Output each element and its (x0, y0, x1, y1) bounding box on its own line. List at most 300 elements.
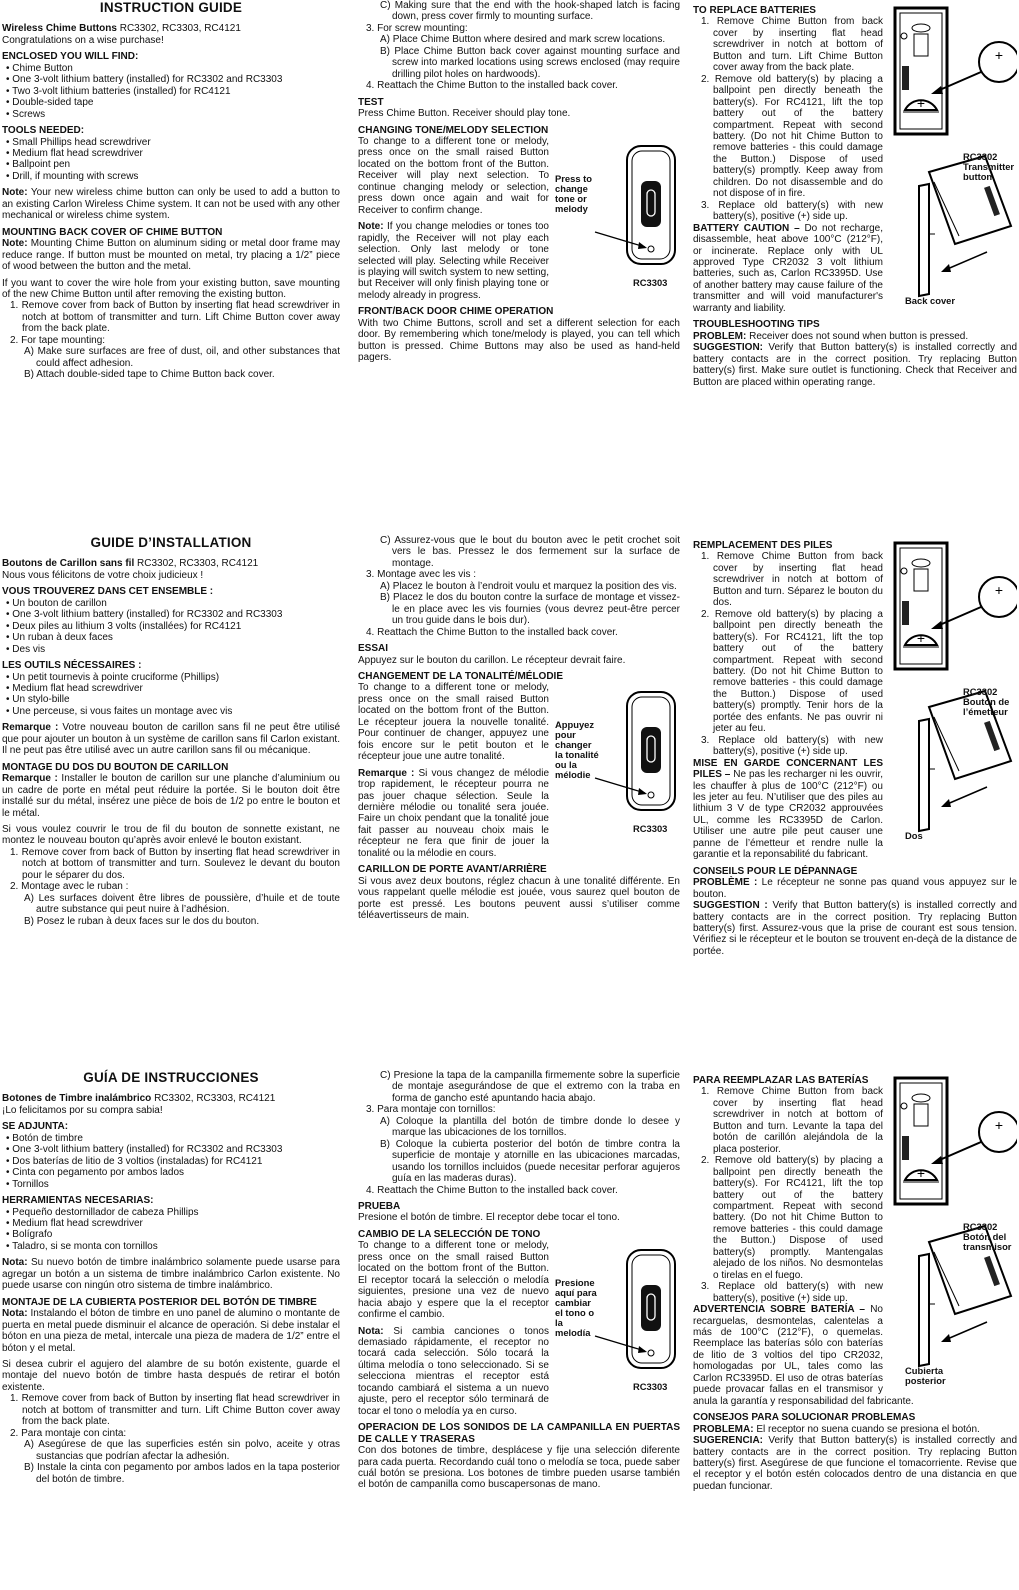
text: PARA REEMPLAZAR LAS BATERÍAS (693, 1075, 869, 1086)
text: CONSEJOS PARA SOLUCIONAR PROBLEMAS (693, 1412, 916, 1424)
text: GUIDE D’INSTALLATION (90, 535, 252, 550)
text: Medium flat head screwdriver (12, 1217, 143, 1229)
step-marker: 2. (701, 73, 710, 85)
text: REMPLACEMENT DES PILES (693, 540, 833, 551)
step-marker: 1. (10, 300, 19, 312)
bold-lead: Boutons de Carillon sans fil (2, 558, 135, 570)
column-1 (2, 1070, 340, 1485)
section-heading (2, 1195, 340, 1206)
svg-text:+: + (994, 582, 1004, 599)
numbered-step (2, 1428, 340, 1439)
text: Verify that Button battery(s) is installed correctly and battery contacts are in the correct position. Try replacing Button battery(s) first. Make sure outlet is functioning. Check that Receiver and Button are placed within operating range. (693, 342, 1017, 388)
sub-step (2, 916, 340, 927)
bullet-item (2, 609, 340, 620)
step-marker: 2. (10, 1427, 19, 1439)
bold-lead: SUGGESTION: (693, 342, 764, 354)
text: VOUS TROUVEREZ DANS CET ENSEMBLE : (2, 586, 214, 598)
step-marker: 2. (701, 608, 710, 620)
text: CARILLON DE PORTE AVANT/ARRIÈRE (358, 864, 547, 876)
text: Remove Chime Button from back cover by inserting flat head screwdriver in notch at bottom of Button and turn. Lift Chime Button cover away from the back plate. (713, 16, 883, 74)
step-marker: 4. (366, 80, 375, 92)
section-heading (358, 671, 680, 682)
sub-step (2, 1439, 340, 1462)
paragraph (2, 238, 340, 272)
text: Receiver does not sound when button is pressed. (746, 330, 969, 342)
bold-lead: Nota: (2, 1257, 28, 1269)
back-cover-label: Back cover (905, 295, 956, 307)
text: Botón de timbre (12, 1132, 83, 1144)
step-marker: A) (24, 892, 34, 904)
bold-lead: Remarque : (2, 722, 59, 734)
text: Dos baterías de litio de 3 voltios (instaladas) for RC4121 (12, 1155, 263, 1167)
svg-text:+: + (994, 47, 1004, 64)
column-1 (2, 535, 340, 927)
paragraph (2, 722, 340, 756)
text: CAMBIO DE LA SELECCIÓN DE TONO (358, 1228, 541, 1240)
numbered-step (358, 23, 680, 34)
bold-lead: SUGERENCIA: (693, 1435, 764, 1447)
transmitter-button-label: RC3302 Bouton de l’émetteur (963, 686, 1010, 718)
step-marker: C) (380, 535, 391, 546)
text: Asegúrese de que las superficies estén sin polvo, aceite y otras sustancias que podrían afectar la adhesión. (36, 1439, 341, 1462)
bullet-item (2, 683, 340, 694)
section-heading (358, 306, 680, 317)
bullet-icon: • (6, 147, 13, 159)
text: ESSAI (358, 643, 389, 655)
text: Une perceuse, si vous faites un montage avec vis (12, 705, 233, 717)
bullet-item (2, 1144, 340, 1155)
bold-lead: PROBLÈME : (693, 877, 758, 889)
text: Si vous avez deux boutons, réglez chacun à une tonalité différente. En vous rappelant quelle mélodie est jouée, vous saurez quel bouton de porte est pressé. Les boutons peuvent aussi s’utiliser comme téléavertisseurs de main. (358, 875, 680, 922)
section-heading (2, 227, 340, 238)
text: If you want to cover the wire hole from your existing button, save mounting of the new Chime Button until after removing the existing button. (2, 277, 340, 300)
text: Remove cover from back of Button by inserting flat head screwdriver in notch at bottom of transmitter and turn. Soulevez le devant du bouton pour le séparer du dos. (21, 846, 340, 881)
section-heading (2, 1121, 340, 1132)
text: Medium flat head screwdriver (12, 682, 143, 694)
text: Remove cover from back of Button by inserting flat head screwdriver in notch at bottom of transmitter and turn. Lift Chime Button cover away from the back plate. (21, 1393, 340, 1428)
paragraph (358, 655, 680, 666)
bullet-item (2, 97, 340, 108)
bold-lead: Botones de Timbre inalámbrico (2, 1093, 152, 1105)
step-marker: 1. (10, 1393, 19, 1405)
sub-step (358, 592, 680, 626)
sub-step (2, 369, 340, 380)
text: TROUBLESHOOTING TIPS (693, 319, 820, 331)
text: Para montaje con cinta: (21, 1427, 127, 1439)
sub-step (358, 581, 680, 592)
step-marker: 3. (701, 1281, 710, 1293)
bullet-item (2, 1229, 340, 1240)
sub-step (358, 34, 680, 45)
bold-lead: Nota: (2, 1308, 28, 1320)
step-marker: C) (380, 0, 391, 11)
text: Reattach the Chime Button to the installed back cover. (377, 1184, 618, 1196)
text: For screw mounting: (377, 22, 468, 34)
step-marker: 4. (366, 1184, 375, 1196)
numbered-step (2, 881, 340, 892)
text: Mounting Chime Button on aluminum siding or metal door frame may reduce range. If button must be mounted on metal, try placing a 1/2” piece of wood between the button and the metal. (2, 238, 340, 273)
paragraph (2, 1093, 340, 1104)
column-1 (2, 0, 340, 381)
text: MONTAJE DE LA CUBIERTA POSTERIOR DEL BOTÓN DE TIMBRE (2, 1296, 317, 1308)
text: Appuyez sur le bouton du carillon. Le récepteur devrait faire. (358, 654, 626, 666)
text: HERRAMIENTAS NECESARIAS: (2, 1195, 154, 1207)
text: Two 3-volt lithium batteries (installed) for RC4121 (12, 85, 231, 97)
text: Con dos botones de timbre, desplácese y fije una selección diferente para cada puerta. Recordando cuál tono o melodía se toca, puede saber cuál botón se presiona. Los botones de timbre pueden usarse también el botón de campanilla como buscapersonas de mano. (358, 1445, 680, 1491)
text: Small Phillips head screwdriver (12, 136, 151, 148)
bold-lead: PROBLEM: (693, 330, 747, 342)
text: Un stylo-bille (12, 694, 70, 706)
sub-step (358, 46, 680, 80)
paragraph (2, 1105, 340, 1116)
section-heading (358, 1201, 680, 1212)
bullet-icon: • (6, 97, 13, 109)
text: OPERACION DE LOS SONIDOS DE LA CAMPANILLA EN PUERTAS DE CALLE Y TRASERAS (358, 1422, 680, 1445)
numbered-step (2, 847, 340, 881)
paragraph (2, 824, 340, 847)
paragraph (358, 876, 680, 922)
text: TO REPLACE BATTERIES (693, 5, 816, 16)
column-3 (693, 0, 1017, 388)
step-marker: 1. (10, 846, 19, 858)
step-marker: A) (24, 1439, 34, 1451)
text: Remove cover from back of Button by inserting flat head screwdriver in notch at bottom of transmitter and turn. Lift Chime Button cover away from the back plate. (21, 300, 340, 335)
text: Double-sided tape (12, 97, 94, 109)
text: Assurez-vous que le bout du bouton avec le petit crochet soit vers le bas. Pressez le dos fermement sur la surface de montage. (392, 535, 680, 569)
battery-replacement-diagram (889, 1074, 1017, 1392)
section-heading (358, 97, 680, 108)
text: CHANGEMENT DE LA TONALITÉ/MÉLODIE (358, 670, 563, 682)
section-spanish (0, 1070, 1019, 1590)
paragraph (358, 1212, 680, 1223)
text: Cinta con pegamento por ambos lados (12, 1167, 185, 1179)
press-label: Press to change tone or melody (555, 172, 592, 214)
text: One 3-volt lithium battery (installed) for RC3302 and RC3303 (12, 609, 283, 621)
numbered-step (358, 1104, 680, 1115)
text: GUÍA DE INSTRUCCIONES (83, 1070, 259, 1085)
bullet-icon: • (6, 1132, 13, 1144)
chime-button-diagram (555, 1240, 680, 1400)
text: Deux piles au lithium 3 volts (installées) for RC4121 (12, 620, 242, 632)
text: RC3302, RC3303, RC4121 (116, 23, 241, 35)
bullet-item (2, 598, 340, 609)
bold-lead: Remarque : (2, 773, 58, 785)
text: Press Chime Button. Receiver should play tone. (358, 108, 571, 120)
step-marker: 3. (366, 1104, 375, 1116)
bullet-item (2, 1179, 340, 1190)
paragraph (2, 187, 340, 221)
paragraph (358, 318, 680, 364)
transmitter-button-label: RC3302 Botón del transmisor (963, 1221, 1012, 1253)
text: Reattach the Chime Button to the installed back cover. (377, 80, 618, 92)
text: If you change melodies or tones too rapidly, the Receiver will not play each selection. Only last melody or tone selected will play. Selecting while Receiver is playing will switch system to new setting, but Receiver will only finish playing tone or melody already in progress. (358, 221, 549, 301)
text: Placez le bouton à l’endroit voulu et marquez la position des vis. (392, 580, 677, 592)
text: With two Chime Buttons, scroll and set a different selection for each door. By remembering which tone/melody is played, you can tell which button is pressed. Chime Buttons may also be used as hand-held pagers. (358, 317, 680, 364)
bullet-item (2, 694, 340, 705)
text: Ballpoint pen (12, 159, 71, 171)
numbered-step (2, 335, 340, 346)
text: Replace old battery(s) with new battery(s), positive (+) side up. (713, 734, 884, 758)
paragraph (358, 1445, 680, 1491)
text: MONTAGE DU DOS DU BOUTON DE CARILLON (2, 761, 229, 773)
bullet-item (2, 644, 340, 655)
bullet-icon: • (6, 694, 13, 706)
numbered-step (2, 300, 340, 334)
bullet-icon: • (6, 682, 13, 694)
paragraph (2, 23, 340, 34)
text: Si desea cubrir el agujero del alambre de su botón existente, guarde el montaje del nuevo botón de timbre hasta después de retirar el botón existente. (2, 1358, 340, 1393)
text: Presione el botón de timbre. El receptor debe tocar el tono. (358, 1212, 620, 1224)
bullet-item (2, 109, 340, 120)
section-heading (2, 125, 340, 136)
svg-text:+: + (916, 630, 926, 647)
step-marker: 3. (366, 569, 375, 581)
text: Coloque la cubierta posterior del botón de timbre contra la superficie de montaje y atornille en las ubicaciones marcadas, usando los tornillos incluidos (puede necesitar perforar agujeros guía en las maderas duras). (392, 1138, 680, 1185)
text: Replace old battery(s) with new battery(s), positive (+) side up. (713, 199, 884, 223)
text: Replace old battery(s) with new battery(s), positive (+) side up. (713, 1281, 884, 1304)
paragraph (693, 1424, 1017, 1435)
bold-lead: Remarque : (358, 767, 415, 779)
text: SE ADJUNTA: (2, 1121, 69, 1133)
section-heading (358, 864, 680, 875)
paragraph (2, 35, 340, 46)
text: PRUEBA (358, 1200, 401, 1212)
text: Remove Chime Button from back cover by inserting flat head screwdriver in notch at bottom of Button and turn. Levante la tapa del botón de carillón alejándola de la placa posterior. (713, 1086, 883, 1155)
text: Medium flat head screwdriver (12, 147, 143, 159)
transmitter-button-label: RC3302 Transmitter button (963, 151, 1015, 183)
text: CHANGING TONE/MELODY SELECTION (358, 124, 549, 136)
back-cover-label: Cubierta posterior (905, 1365, 946, 1387)
column-3 (693, 535, 1017, 957)
step-marker: 4. (366, 626, 375, 638)
bullet-item (2, 63, 340, 74)
sub-step (358, 1139, 680, 1185)
back-cover-label: Dos (905, 830, 923, 842)
text: Si vous changez de mélodie trop rapidement, le récepteur pourra ne pas jouer chaque sélection. Seule la dernière mélodie ou tonalité sera jouée. Faire un choix pendant que la tonalité joue fait passer au nouveau choix mais le récepteur ne fera que finir de jouer la tonalité ou la mélodie en cours. (358, 767, 550, 859)
text: Montage avec les vis : (377, 569, 477, 581)
bold-lead: Note: (2, 187, 28, 199)
text: Su nuevo botón de timbre inalámbrico solamente puede usarse para agregar un botón a un sistema de timbre inalámbrico Carlon existente. No puede usarse con ningún otro sistema de timbre inalámbrico. (2, 1257, 340, 1292)
text: Posez le ruban à deux faces sur le dos du bouton. (36, 915, 260, 927)
step-marker: 2. (10, 881, 19, 893)
bold-lead: SUGGESTION : (693, 900, 768, 912)
section-heading (358, 1422, 680, 1445)
bullet-icon: • (6, 1206, 13, 1218)
bullet-icon: • (6, 705, 13, 717)
section-heading (358, 1229, 680, 1240)
bold-lead: BATTERY CAUTION – (693, 222, 800, 234)
bullet-item (2, 621, 340, 632)
text: Pequeño destornillador de cabeza Phillips (12, 1206, 199, 1218)
bullet-item (2, 1207, 340, 1218)
paragraph (693, 342, 1017, 388)
bullet-icon: • (6, 108, 13, 120)
text: INSTRUCTION GUIDE (99, 0, 243, 15)
press-label: Presione aquí para cambiar el tono o la melodía (555, 1277, 597, 1339)
bullet-icon: • (6, 62, 13, 74)
section-heading (2, 51, 340, 62)
text: RC3302, RC3303, RC4121 (151, 1093, 276, 1105)
text: FRONT/BACK DOOR CHIME OPERATION (358, 306, 554, 318)
section-heading (2, 762, 340, 773)
model-label: RC3303 (633, 823, 668, 835)
text: Verify that Button battery(s) is installed correctly and battery contacts are in the correct position. Try replacing Button battery(s) first. Assurez-vous que la prise de courant est sous tension. Vérifiez si le récepteur et le bouton se trouvent en-deçà de la distance de portée. (693, 900, 1017, 957)
bullet-icon: • (6, 1240, 13, 1252)
text: One 3-volt lithium battery (installed) for RC3302 and RC3303 (12, 74, 283, 86)
section-heading (358, 643, 680, 654)
text: Bolígrafo (12, 1229, 53, 1241)
section-french (0, 535, 1019, 1055)
bullet-item (2, 672, 340, 683)
text: Your new wireless chime button can only be used to add a button to an existing Carlon Wireless Chime system. It can not be used with any other mechanical or wireless chime system. (2, 187, 340, 222)
numbered-step (358, 569, 680, 580)
bold-lead: ADVERTENCIA SOBRE BATERÍA – (693, 1304, 865, 1316)
step-marker: A) (380, 34, 390, 46)
text: Remove old battery(s) by placing a ballpoint pen directly beneath the battery(s). For RC4121, lift the top battery out of the battery compartment. Repeat with second battery. (Do not hit Chime Button to remove batteries - this could damage the Button.) Dispose of used battery(s) promptly. Mantengalas alejado de los niños. No desmontelas o tirelas en el fuego. (713, 1155, 883, 1281)
text: RC3302, RC3303, RC4121 (134, 558, 259, 570)
numbered-step (358, 1185, 680, 1196)
text: One 3-volt lithium battery (installed) for RC3302 and RC3303 (12, 1144, 283, 1156)
svg-text:+: + (994, 1117, 1004, 1134)
text: Instale la cinta con pegamento por ambos lados en la tapa posterior del botón de timbre. (36, 1462, 340, 1485)
step-marker: B) (24, 915, 34, 927)
text: Votre nouveau bouton de carillon sans fil ne peut être utilisé que pour ajouter un bouton à un système de carillon sans fil Carlon existant. Il ne peut pas être utilisé avec un autre carillon sans fil ou mécanique. (2, 722, 341, 757)
bullet-icon: • (6, 85, 13, 97)
text: Presione la tapa de la campanilla firmemente sobre la superficie de montaje asegurándose de que el extremo con la traba en forma de gancho esté apuntando hacia abajo. (392, 1070, 680, 1104)
step-marker: 2. (701, 1155, 710, 1167)
text: Si vous voulez couvrir le trou de fil du bouton de sonnette existant, ne montez le nouveau bouton qu’après avoir enlevé le bouton existant. (2, 823, 340, 847)
bullet-icon: • (6, 620, 13, 632)
text: El receptor no suena cuando se presiona el botón. (753, 1423, 980, 1435)
text: Les surfaces doivent être libres de poussière, d’huile et de toute autre substance qui peut nuire à l’adhésion. (36, 892, 340, 916)
sub-step (358, 1116, 680, 1139)
bullet-icon: • (6, 170, 13, 182)
text: To change to a different tone or melody, press once on the small raised Button located on the bottom front of the Button. El receptor tocará la selección o melodía siguientes, presione una vez de nuevo hacia abajo y espere que la el receptor confirme el cambio. (358, 1240, 549, 1321)
text: CONSEILS POUR LE DÉPANNAGE (693, 865, 858, 877)
column-2 (358, 0, 680, 364)
sub-step (2, 1462, 340, 1485)
bullet-item (2, 1167, 340, 1178)
section-title (2, 2, 340, 13)
text: Le récepteur ne sonne pas quand vous appuyez sur le bouton. (693, 877, 1017, 900)
sub-step (358, 535, 680, 569)
text: Placez le dos du bouton contre la surface de montage et vissez-le en place avec les vis fournies (vous devrez peut-être percer un trou guide dans le bois dur). (392, 592, 680, 627)
text: Chime Button (12, 62, 73, 74)
section-heading (358, 125, 680, 136)
bullet-icon: • (6, 74, 13, 86)
bold-lead: Nota: (358, 1325, 384, 1337)
section-heading (2, 586, 340, 597)
step-marker: B) (380, 45, 390, 57)
step-marker: C) (380, 1070, 391, 1081)
paragraph (693, 877, 1017, 900)
bold-lead: Note: (358, 221, 384, 233)
column-2 (358, 1070, 680, 1491)
paragraph (2, 278, 340, 301)
sub-step (358, 0, 680, 23)
text: TEST (358, 96, 384, 108)
bullet-item (2, 1218, 340, 1229)
sub-step (2, 893, 340, 916)
numbered-step (358, 80, 680, 91)
text: TOOLS NEEDED: (2, 125, 85, 137)
bold-lead: Note: (2, 238, 28, 250)
section-title (2, 1072, 340, 1083)
step-marker: 2. (10, 334, 19, 346)
bullet-item (2, 1241, 340, 1252)
text: Remove Chime Button from back cover by inserting flat head screwdriver in notch at bottom of Button and turn. Séparez le bouton du dos. (713, 551, 883, 609)
step-marker: B) (380, 1138, 390, 1150)
numbered-step (358, 627, 680, 638)
text: ENCLOSED YOU WILL FIND: (2, 51, 139, 63)
text: Tornillos (12, 1178, 49, 1190)
section-title (2, 537, 340, 548)
bullet-item (2, 632, 340, 643)
text: Installer le bouton de carillon sur une planche d’aluminium ou un cadre de porte en métal peut réduire la portée. Si le bouton doit être installé sur du métal, insérez une pièce de bois de 1/2 po entre le bouton et le métal. (2, 773, 340, 819)
text: LES OUTILS NÉCESSAIRES : (2, 660, 142, 672)
bullet-item (2, 74, 340, 85)
battery-replacement-diagram (889, 4, 1017, 322)
paragraph (693, 900, 1017, 957)
text: ¡Lo felicitamos por su compra sabia! (2, 1104, 163, 1116)
section-heading (693, 866, 1017, 877)
bullet-icon: • (6, 1167, 13, 1179)
paragraph (2, 1257, 340, 1291)
paragraph (693, 1435, 1017, 1492)
text: Making sure that the end with the hook-shaped latch is facing down, press cover firmly to mounting surface. (392, 0, 681, 23)
step-marker: 3. (701, 199, 710, 211)
bullet-icon: • (6, 1144, 13, 1156)
text: Nous vous félicitons de votre choix judicieux ! (2, 569, 204, 581)
column-3 (693, 1070, 1017, 1492)
step-marker: 1. (701, 551, 710, 563)
bullet-item (2, 171, 340, 182)
step-marker: 3. (701, 734, 710, 746)
text: To change to a different tone or melody, press once on the small raised Button located on the bottom front of the Button. Receiver will play next selection. To continue changing melody or selection, press down once again and wait for Receiver to confirm change. (358, 135, 549, 216)
column-2 (358, 535, 680, 922)
step-marker: 3. (366, 22, 375, 34)
paragraph (2, 1308, 340, 1354)
sub-step (358, 1070, 680, 1104)
bullet-item (2, 148, 340, 159)
text: Congratulations on a wise purchase! (2, 34, 164, 46)
text: Screws (12, 108, 46, 120)
bold-lead: PROBLEMA: (693, 1423, 754, 1435)
text: For tape mounting: (21, 334, 106, 346)
bold-lead: MISE EN GARDE CONCERNANT LES PILES – (693, 757, 883, 781)
bullet-icon: • (6, 1155, 13, 1167)
text: Place Chime Button back cover against mounting surface and screw into marked locations using screws enclosed (may require drilling pilot holes on hardwoods). (392, 45, 680, 80)
paragraph (2, 773, 340, 819)
step-marker: B) (380, 592, 390, 604)
step-marker: A) (380, 580, 390, 592)
model-label: RC3303 (633, 276, 668, 288)
step-marker: 1. (701, 16, 710, 28)
text: Remove old battery(s) by placing a ballpoint pen directly beneath the battery(s). For RC4121, lift the top battery out of the battery compartment. Repeat with second battery. (Do not hit Chime Button to remove batteries - this could damage the Button.) Dispose of used battery(s) promptly. Keep away from children. Do not disassemble and do not dispose of in fire. (713, 73, 883, 200)
step-marker: 1. (701, 1086, 710, 1098)
paragraph (358, 108, 680, 119)
battery-replacement-diagram (889, 539, 1017, 857)
text: To change to a different tone or melody, press once on the small raised Button located on the bottom front of the Button. Le récepteur jouera la nouvelle tonalité. Pour continuer de changer, appuyez une fois encore sur le petit bouton et le récepteur joue une autre tonalité. (358, 682, 549, 763)
bullet-icon: • (6, 643, 13, 655)
bullet-item (2, 1156, 340, 1167)
svg-text:+: + (916, 95, 926, 112)
text: Des vis (12, 643, 46, 655)
text: No recarguelas, desmontelas, calentelas a más de 100°C (212°F), o quemelas. Reemplace las baterías sólo con baterías de litio de 3 voltios del tipo CR2032, homologadas por UL, tales como las Carlon RC3395D. El uso de otras baterías puede provacar fallas en el transmisor y anula la garantía y responsabilidad del fabricante. (693, 1304, 914, 1407)
bullet-item (2, 86, 340, 97)
svg-text:+: + (916, 1165, 926, 1182)
text: Reattach the Chime Button to the installed back cover. (377, 626, 618, 638)
